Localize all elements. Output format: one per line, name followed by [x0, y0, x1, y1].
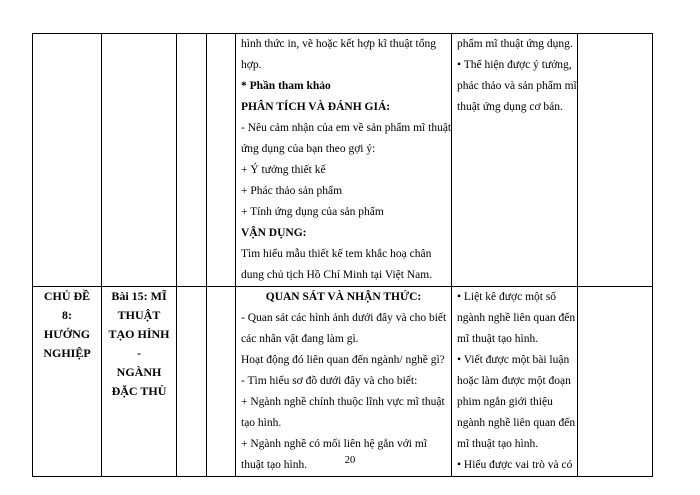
content-line: hợp. — [241, 59, 262, 71]
topic-line: CHỦ ĐỀ 8: — [43, 289, 91, 322]
section-heading: QUAN SÁT VÀ NHẬN THỨC: — [265, 291, 422, 303]
empty-cell — [578, 34, 653, 287]
topic-line: HƯỚNG — [43, 327, 91, 341]
content-line: dung chủ tịch Hồ Chí Minh tại Việt Nam. — [241, 269, 433, 281]
content-line: - Quan sát các hình ảnh dưới đây và cho biết — [241, 312, 447, 324]
outcome-line: ngành nghề liên quan đến — [457, 417, 576, 429]
topic-cell — [33, 34, 102, 287]
section-heading: VẬN DỤNG: — [241, 227, 307, 239]
table-row — [33, 287, 653, 477]
page-number: 20 — [344, 455, 356, 466]
content-line: + Phác thảo sản phẩm — [241, 185, 343, 197]
reference-heading: * Phần tham khảo — [241, 80, 331, 92]
content-line: hình thức in, vẽ hoặc kết hợp kĩ thuật tổng — [241, 38, 437, 50]
content-line: Hoạt động đó liên quan đến ngành/ nghề gì? — [241, 354, 445, 366]
content-cell — [236, 34, 452, 287]
outcomes-cell — [452, 287, 578, 477]
outcome-line: hoặc làm được một đoạn — [457, 375, 571, 387]
lesson-plan-table — [32, 33, 653, 477]
empty-cell — [177, 287, 207, 477]
topic-cell — [33, 287, 102, 477]
lesson-cell — [102, 34, 177, 287]
content-line: + Ngành nghề có mối liên hệ gắn với mĩ — [241, 438, 427, 450]
lesson-cell — [102, 287, 177, 477]
empty-cell — [177, 34, 207, 287]
table-row — [33, 34, 653, 287]
lesson-line: NGÀNH — [116, 365, 162, 379]
content-cell — [236, 287, 452, 477]
outcome-line: • Thể hiện được ý tưởng, — [457, 59, 572, 71]
outcomes-cell — [452, 34, 578, 287]
content-line: Tìm hiểu mẫu thiết kế tem khắc hoạ chân — [241, 248, 432, 260]
outcome-line: thuật ứng dụng cơ bản. — [457, 101, 563, 113]
outcome-line: • Viết được một bài luận — [457, 354, 570, 366]
content-line: ứng dụng của bạn theo gợi ý: — [241, 143, 376, 155]
lesson-line: TẠO HÌNH - — [108, 327, 170, 360]
outcome-line: mĩ thuật tạo hình. — [457, 333, 539, 345]
outcome-line: phác thảo và sản phẩm mĩ — [457, 80, 577, 92]
content-line: + Tính ứng dụng của sản phẩm — [241, 206, 384, 218]
section-heading: PHÂN TÍCH VÀ ĐÁNH GIÁ: — [241, 101, 391, 113]
content-line: thuật tạo hình. — [241, 459, 308, 471]
outcome-line: ngành nghề liên quan đến — [457, 312, 576, 324]
content-line: - Tìm hiểu sơ đồ dưới đây và cho biết: — [241, 375, 418, 387]
outcome-line: • Hiểu được vai trò và có — [457, 459, 573, 471]
outcome-line: • Liệt kê được một số — [457, 291, 557, 303]
content-line: + Ý tưởng thiết kế — [241, 164, 326, 176]
empty-cell — [578, 287, 653, 477]
content-line: các nhân vật đang làm gì. — [241, 333, 359, 345]
outcome-line: mĩ thuật tạo hình. — [457, 438, 539, 450]
outcome-line: phim ngắn giới thiệu — [457, 396, 553, 408]
lesson-line: Bài 15: MĨ — [111, 289, 167, 303]
empty-cell — [207, 287, 236, 477]
content-line: - Nêu cảm nhận của em về sản phẩm mĩ thuật — [241, 122, 452, 134]
empty-cell — [207, 34, 236, 287]
content-line: + Ngành nghề chính thuộc lĩnh vực mĩ thuật — [241, 396, 445, 408]
lesson-line: ĐẶC THÙ — [111, 384, 167, 398]
topic-line: NGHIỆP — [43, 346, 91, 360]
content-line: tạo hình. — [241, 417, 282, 429]
outcome-line: phẩm mĩ thuật ứng dụng. — [457, 38, 573, 50]
lesson-line: THUẬT — [117, 308, 161, 322]
